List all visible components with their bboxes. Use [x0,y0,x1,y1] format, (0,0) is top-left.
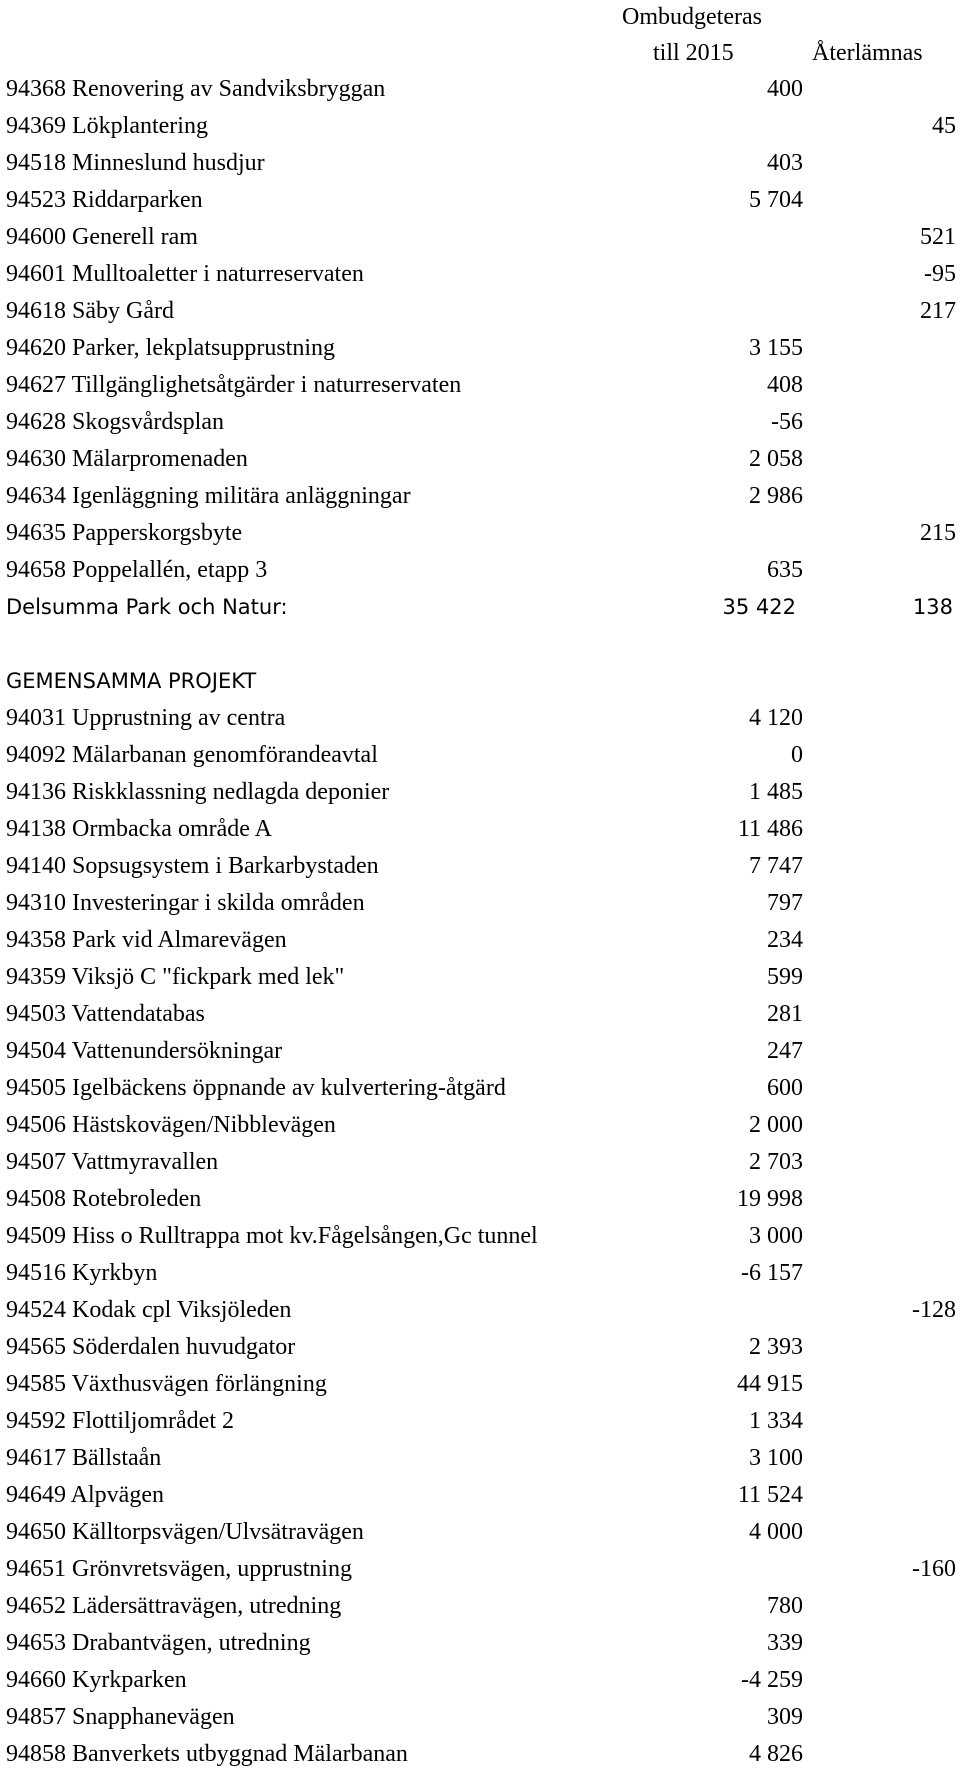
table-row [0,996,960,1033]
row-planned-value: 0 [791,742,803,768]
row-name: 94618 Säby Gård [6,298,174,324]
table-row [0,1440,960,1477]
row-name: 94310 Investeringar i skilda områden [6,890,365,916]
row-returned-value: 521 [920,224,956,250]
table-row [0,700,960,737]
table-row [0,1255,960,1292]
table-row [0,885,960,922]
row-name: 94652 Lädersättravägen, utredning [6,1593,342,1619]
row-planned-value: 44 915 [737,1371,803,1397]
row-planned-value: 3 000 [749,1223,803,1249]
row-planned-value: 281 [767,1001,803,1027]
row-name: 94565 Söderdalen huvudgator [6,1334,296,1360]
row-name: 94600 Generell ram [6,224,198,250]
row-planned-value: 797 [767,890,803,916]
row-returned-value: -95 [924,261,956,287]
row-planned-value: -6 157 [741,1260,803,1286]
table-row [0,145,960,182]
table-row [0,404,960,441]
row-name: 94506 Hästskovägen/Nibblevägen [6,1112,336,1138]
row-name: 94601 Mulltoaletter i naturreservaten [6,261,364,287]
row-name: 94136 Riskklassning nedlagda deponier [6,779,390,805]
row-planned-value: 4 000 [749,1519,803,1545]
row-planned-value: 780 [767,1593,803,1619]
row-returned-value: -128 [912,1297,956,1323]
row-planned-value: 4 826 [749,1741,803,1767]
table-row [0,1699,960,1736]
column-header-planned-line2: till 2015 [653,40,734,66]
row-planned-value: 2 058 [749,446,803,472]
row-name: 94617 Bällstaån [6,1445,162,1471]
row-planned-value: 400 [767,76,803,102]
table-row [0,1181,960,1218]
row-name: 94649 Alpvägen [6,1482,164,1508]
row-planned-value: 3 155 [749,335,803,361]
row-planned-value: 599 [767,964,803,990]
row-name: 94858 Banverkets utbyggnad Mälarbanan [6,1741,408,1767]
table-row [0,1070,960,1107]
table-row [0,71,960,108]
row-planned-value: 4 120 [749,705,803,731]
row-planned-value: 2 393 [749,1334,803,1360]
row-planned-value: 309 [767,1704,803,1730]
row-planned-value: 1 334 [749,1408,803,1434]
row-planned-value: 2 986 [749,483,803,509]
row-name: 94140 Sopsugsystem i Barkarbystaden [6,853,379,879]
row-name: 94653 Drabantvägen, utredning [6,1630,311,1656]
table-row [0,1033,960,1070]
row-name: Delsumma Park och Natur: [6,595,288,619]
row-name: 94508 Rotebroleden [6,1186,202,1212]
row-name: 94507 Vattmyravallen [6,1149,219,1175]
row-planned-value: 2 000 [749,1112,803,1138]
table-row [0,1292,960,1329]
row-name: 94092 Mälarbanan genomförandeavtal [6,742,378,768]
row-planned-value: 247 [767,1038,803,1064]
row-name: 94504 Vattenundersökningar [6,1038,283,1064]
table-row [0,1366,960,1403]
row-planned-value: 339 [767,1630,803,1656]
row-planned-value: 5 704 [749,187,803,213]
row-name: 94585 Växthusvägen förlängning [6,1371,327,1397]
table-row [0,1662,960,1699]
row-name: 94651 Grönvretsvägen, upprustning [6,1556,352,1582]
row-name: 94368 Renovering av Sandviksbryggan [6,76,386,102]
table-row [0,515,960,552]
row-planned-value: 11 486 [737,816,803,842]
row-name: 94630 Mälarpromenaden [6,446,248,472]
row-name: 94620 Parker, lekplatsupprustning [6,335,335,361]
row-planned-value: 19 998 [737,1186,803,1212]
table-row [0,1144,960,1181]
table-row [0,848,960,885]
row-name: 94031 Upprustning av centra [6,705,286,731]
column-header-planned-line1: Ombudgeteras [622,4,762,30]
column-header-returned: Återlämnas [812,40,923,66]
row-returned-value: 45 [932,113,956,139]
row-name: 94592 Flottiljområdet 2 [6,1408,234,1434]
subtotal-row [0,589,960,626]
table-row [0,737,960,774]
table-row [0,108,960,145]
table-row [0,478,960,515]
row-returned-value: 215 [920,520,956,546]
row-name: 94658 Poppelallén, etapp 3 [6,557,268,583]
row-name: 94635 Papperskorgsbyte [6,520,243,546]
table-row [0,1403,960,1440]
row-planned-value: 2 703 [749,1149,803,1175]
table-row [0,219,960,256]
row-planned-value: 11 524 [737,1482,803,1508]
table-row [0,1625,960,1662]
table-row [0,1736,960,1773]
row-name: 94660 Kyrkparken [6,1667,187,1693]
table-row [0,1551,960,1588]
table-row [0,1329,960,1366]
row-name: 94516 Kyrkbyn [6,1260,158,1286]
table-row [0,1218,960,1255]
row-name: 94650 Källtorpsvägen/Ulvsätravägen [6,1519,364,1545]
section-title-label: GEMENSAMMA PROJEKT [6,669,257,693]
table-row [0,811,960,848]
table-row [0,1514,960,1551]
table-row [0,1588,960,1625]
table-row [0,367,960,404]
row-name: 94505 Igelbäckens öppnande av kulvertering-åtgärd [6,1075,506,1101]
row-planned-value: 635 [767,557,803,583]
row-name: 94503 Vattendatabas [6,1001,205,1027]
row-name: 94509 Hiss o Rulltrappa mot kv.Fågelsången,Gc tunnel [6,1223,538,1249]
row-planned-value: 403 [767,150,803,176]
table-row [0,441,960,478]
table-row [0,330,960,367]
table-row [0,922,960,959]
table-row [0,293,960,330]
row-planned-value: 408 [767,372,803,398]
row-planned-value: -56 [771,409,803,435]
row-name: 94518 Minneslund husdjur [6,150,265,176]
row-name: 94627 Tillgänglighetsåtgärder i naturreservaten [6,372,462,398]
table-row [0,1107,960,1144]
row-name: 94359 Viksjö C "fickpark med lek" [6,964,345,990]
table-row [0,959,960,996]
row-planned-value: 1 485 [749,779,803,805]
row-planned-value: -4 259 [741,1667,803,1693]
section-title [0,663,960,700]
row-planned-value: 35 422 [722,595,796,619]
row-name: 94369 Lökplantering [6,113,208,139]
row-name: 94857 Snapphanevägen [6,1704,235,1730]
row-planned-value: 234 [767,927,803,953]
table-row [0,552,960,589]
row-returned-value: 217 [920,298,956,324]
row-name: 94524 Kodak cpl Viksjöleden [6,1297,292,1323]
table-row [0,1477,960,1514]
row-planned-value: 7 747 [749,853,803,879]
row-name: 94358 Park vid Almarevägen [6,927,287,953]
row-name: 94634 Igenläggning militära anläggningar [6,483,411,509]
row-planned-value: 600 [767,1075,803,1101]
row-returned-value: 138 [912,595,953,619]
row-name: 94523 Riddarparken [6,187,203,213]
row-name: 94138 Ormbacka område A [6,816,272,842]
row-name: 94628 Skogsvårdsplan [6,409,224,435]
table-row [0,256,960,293]
table-row [0,182,960,219]
row-returned-value: -160 [912,1556,956,1582]
row-planned-value: 3 100 [749,1445,803,1471]
table-row [0,774,960,811]
